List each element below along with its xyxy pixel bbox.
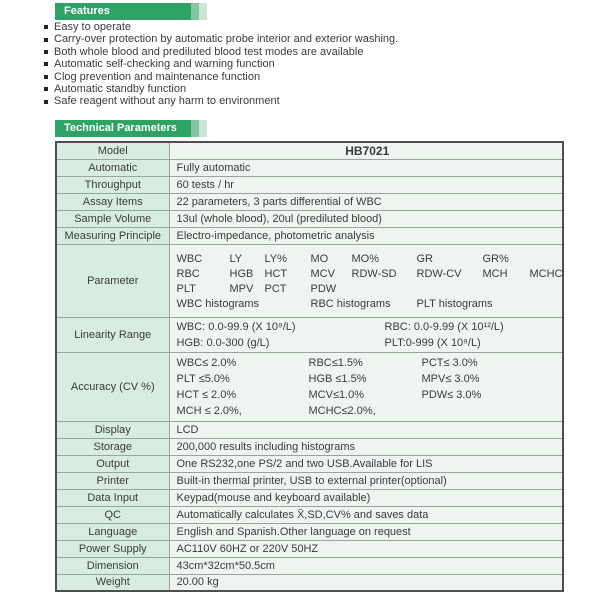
row-label: Throughput: [56, 176, 169, 193]
row-value: Electro-impedance, photometric analysis: [169, 227, 563, 244]
technical-parameters-header-label: Technical Parameters: [64, 122, 177, 134]
feature-item: [44, 21, 398, 33]
table-row-data-input: [56, 489, 563, 506]
row-label: Output: [56, 455, 169, 472]
feature-item: [44, 33, 398, 45]
bullet-icon: [44, 50, 48, 54]
row-value: Keypad(mouse and keyboard available): [169, 489, 563, 506]
parameter-token: WBC: [176, 252, 203, 265]
parameter-token: LY%: [264, 252, 287, 265]
accuracy-item: RBC≤1.5%: [308, 356, 363, 369]
features-list: [44, 21, 398, 108]
row-label: Weight: [56, 574, 169, 591]
accuracy-item: PDW≤ 3.0%: [421, 388, 482, 401]
row-value-linearity: [169, 317, 563, 352]
linearity-item: PLT:0-999 (X 10⁹/L): [384, 336, 481, 349]
parameter-token: RBC: [176, 267, 200, 280]
row-label: Parameter: [56, 244, 169, 317]
row-label: Storage: [56, 438, 169, 455]
bullet-icon: [44, 75, 48, 79]
parameter-token-histograms: WBC histograms: [176, 297, 260, 310]
features-section-header: [55, 3, 207, 20]
features-header-label: Features: [64, 5, 110, 17]
row-value: 13ul (whole blood), 20ul (prediluted blood): [169, 210, 563, 227]
table-row-measuring-principle: [56, 227, 563, 244]
feature-item-text: Clog prevention and maintenance function: [54, 70, 261, 83]
table-row-automatic: [56, 159, 563, 176]
technical-parameters-section-header: [55, 120, 207, 137]
table-row-assay-items: [56, 193, 563, 210]
table-row-sample-volume: [56, 210, 563, 227]
row-label: Printer: [56, 472, 169, 489]
technical-parameters-table: [55, 141, 564, 592]
accuracy-item: [422, 403, 559, 419]
row-label: Model: [56, 142, 169, 159]
feature-item: [44, 83, 398, 95]
parameter-token: HCT: [264, 267, 288, 280]
table-row-dimension: [56, 557, 563, 574]
parameter-token: PDW: [310, 282, 337, 295]
row-value: 60 tests / hr: [169, 176, 563, 193]
row-value: AC110V 60HZ or 220V 50HZ: [169, 540, 563, 557]
feature-item-text: Carry-over protection by automatic probe interior and exterior washing.: [54, 33, 399, 46]
parameter-token: GR%: [482, 252, 509, 265]
linearity-item: HGB: 0.0-300 (g/L): [176, 336, 270, 349]
bullet-icon: [44, 25, 48, 29]
row-value: Built-in thermal printer, USB to external printer(optional): [169, 472, 563, 489]
row-label: Data Input: [56, 489, 169, 506]
row-label: Sample Volume: [56, 210, 169, 227]
row-label: QC: [56, 506, 169, 523]
parameter-token: MCH: [482, 267, 508, 280]
row-value: Fully automatic: [169, 159, 563, 176]
feature-item-text: Safe reagent without any harm to environment: [54, 95, 280, 108]
accuracy-item: PCT≤ 3.0%: [421, 356, 478, 369]
feature-item: [44, 71, 398, 83]
accuracy-item: MCV≤1.0%: [308, 388, 365, 401]
bullet-icon: [44, 38, 48, 42]
parameter-token: RDW-SD: [351, 267, 397, 280]
row-label: Linearity Range: [56, 317, 169, 352]
row-value: 43cm*32cm*50.5cm: [169, 557, 563, 574]
row-value: 20.00 kg: [169, 574, 563, 591]
table-row-throughput: [56, 176, 563, 193]
bullet-icon: [44, 87, 48, 91]
accuracy-item: HGB ≤1.5%: [308, 372, 367, 385]
parameter-token: RDW-CV: [416, 267, 462, 280]
table-row-parameter: [56, 244, 563, 317]
accuracy-item: MPV≤ 3.0%: [421, 372, 480, 385]
row-label: Dimension: [56, 557, 169, 574]
parameter-grid-filler: [530, 252, 563, 267]
row-label: Assay Items: [56, 193, 169, 210]
table-row-power-supply: [56, 540, 563, 557]
table-row-printer: [56, 472, 563, 489]
row-label: Measuring Principle: [56, 227, 169, 244]
accuracy-grid: [177, 353, 559, 421]
table-row-language: [56, 523, 563, 540]
linearity-item: RBC: 0.0-9.99 (X 10¹²/L): [384, 320, 504, 333]
bullet-icon: [44, 62, 48, 66]
accuracy-item: HCT ≤ 2.0%: [176, 388, 237, 401]
table-row-linearity-range: [56, 317, 563, 352]
parameter-token: HGB: [229, 267, 254, 280]
row-value: 200,000 results including histograms: [169, 438, 563, 455]
feature-item: [44, 95, 398, 107]
feature-item-text: Both whole blood and prediluted blood test modes are available: [54, 45, 364, 58]
parameter-token-histograms: RBC histograms: [310, 297, 391, 310]
row-label: Automatic: [56, 159, 169, 176]
parameter-token: GR: [416, 252, 433, 265]
parameter-token: PLT: [176, 282, 196, 295]
row-value: LCD: [169, 421, 563, 438]
accuracy-item: MCHC≤2.0%,: [308, 404, 376, 417]
parameter-token: LY: [229, 252, 243, 265]
row-value-accuracy: [169, 352, 563, 421]
table-row-model: [56, 142, 563, 159]
accuracy-item: WBC≤ 2.0%: [176, 356, 237, 369]
table-row-qc: [56, 506, 563, 523]
table-row-accuracy: [56, 352, 563, 421]
feature-item: [44, 58, 398, 70]
parameter-token-histograms: PLT histograms: [416, 297, 493, 310]
linearity-item: WBC: 0.0-99.9 (X 10⁹/L): [176, 320, 296, 333]
parameter-token: MCHC: [529, 267, 563, 280]
row-value: Automatically calculates X̄,SD,CV% and saves data: [169, 506, 563, 523]
parameter-token: MPV: [229, 282, 254, 295]
row-value: 22 parameters, 3 parts differential of WBC: [169, 193, 563, 210]
table-row-output: [56, 455, 563, 472]
table-row-weight: [56, 574, 563, 591]
row-value: One RS232,one PS/2 and two USB.Available for LIS: [169, 455, 563, 472]
parameter-token: MO%: [351, 252, 379, 265]
row-value: English and Spanish.Other language on request: [169, 523, 563, 540]
feature-item-text: Automatic self-checking and warning function: [54, 58, 275, 71]
parameter-token: MO: [310, 252, 329, 265]
row-label: Power Supply: [56, 540, 169, 557]
feature-item-text: Easy to operate: [54, 21, 132, 33]
row-value-model: HB7021: [169, 142, 563, 159]
row-value-parameter: [169, 244, 563, 317]
parameter-token: MCV: [310, 267, 335, 280]
table-row-storage: [56, 438, 563, 455]
row-label: Language: [56, 523, 169, 540]
parameter-token: PCT: [264, 282, 287, 295]
table-row-display: [56, 421, 563, 438]
feature-item: [44, 46, 398, 58]
row-label: Display: [56, 421, 169, 438]
feature-item-text: Automatic standby function: [54, 83, 187, 96]
accuracy-item: MCH ≤ 2.0%,: [176, 404, 242, 417]
linearity-grid: [177, 318, 559, 352]
parameter-grid: [176, 245, 563, 317]
bullet-icon: [44, 100, 48, 104]
row-label: Accuracy (CV %): [56, 352, 169, 421]
accuracy-item: PLT ≤5.0%: [176, 372, 230, 385]
